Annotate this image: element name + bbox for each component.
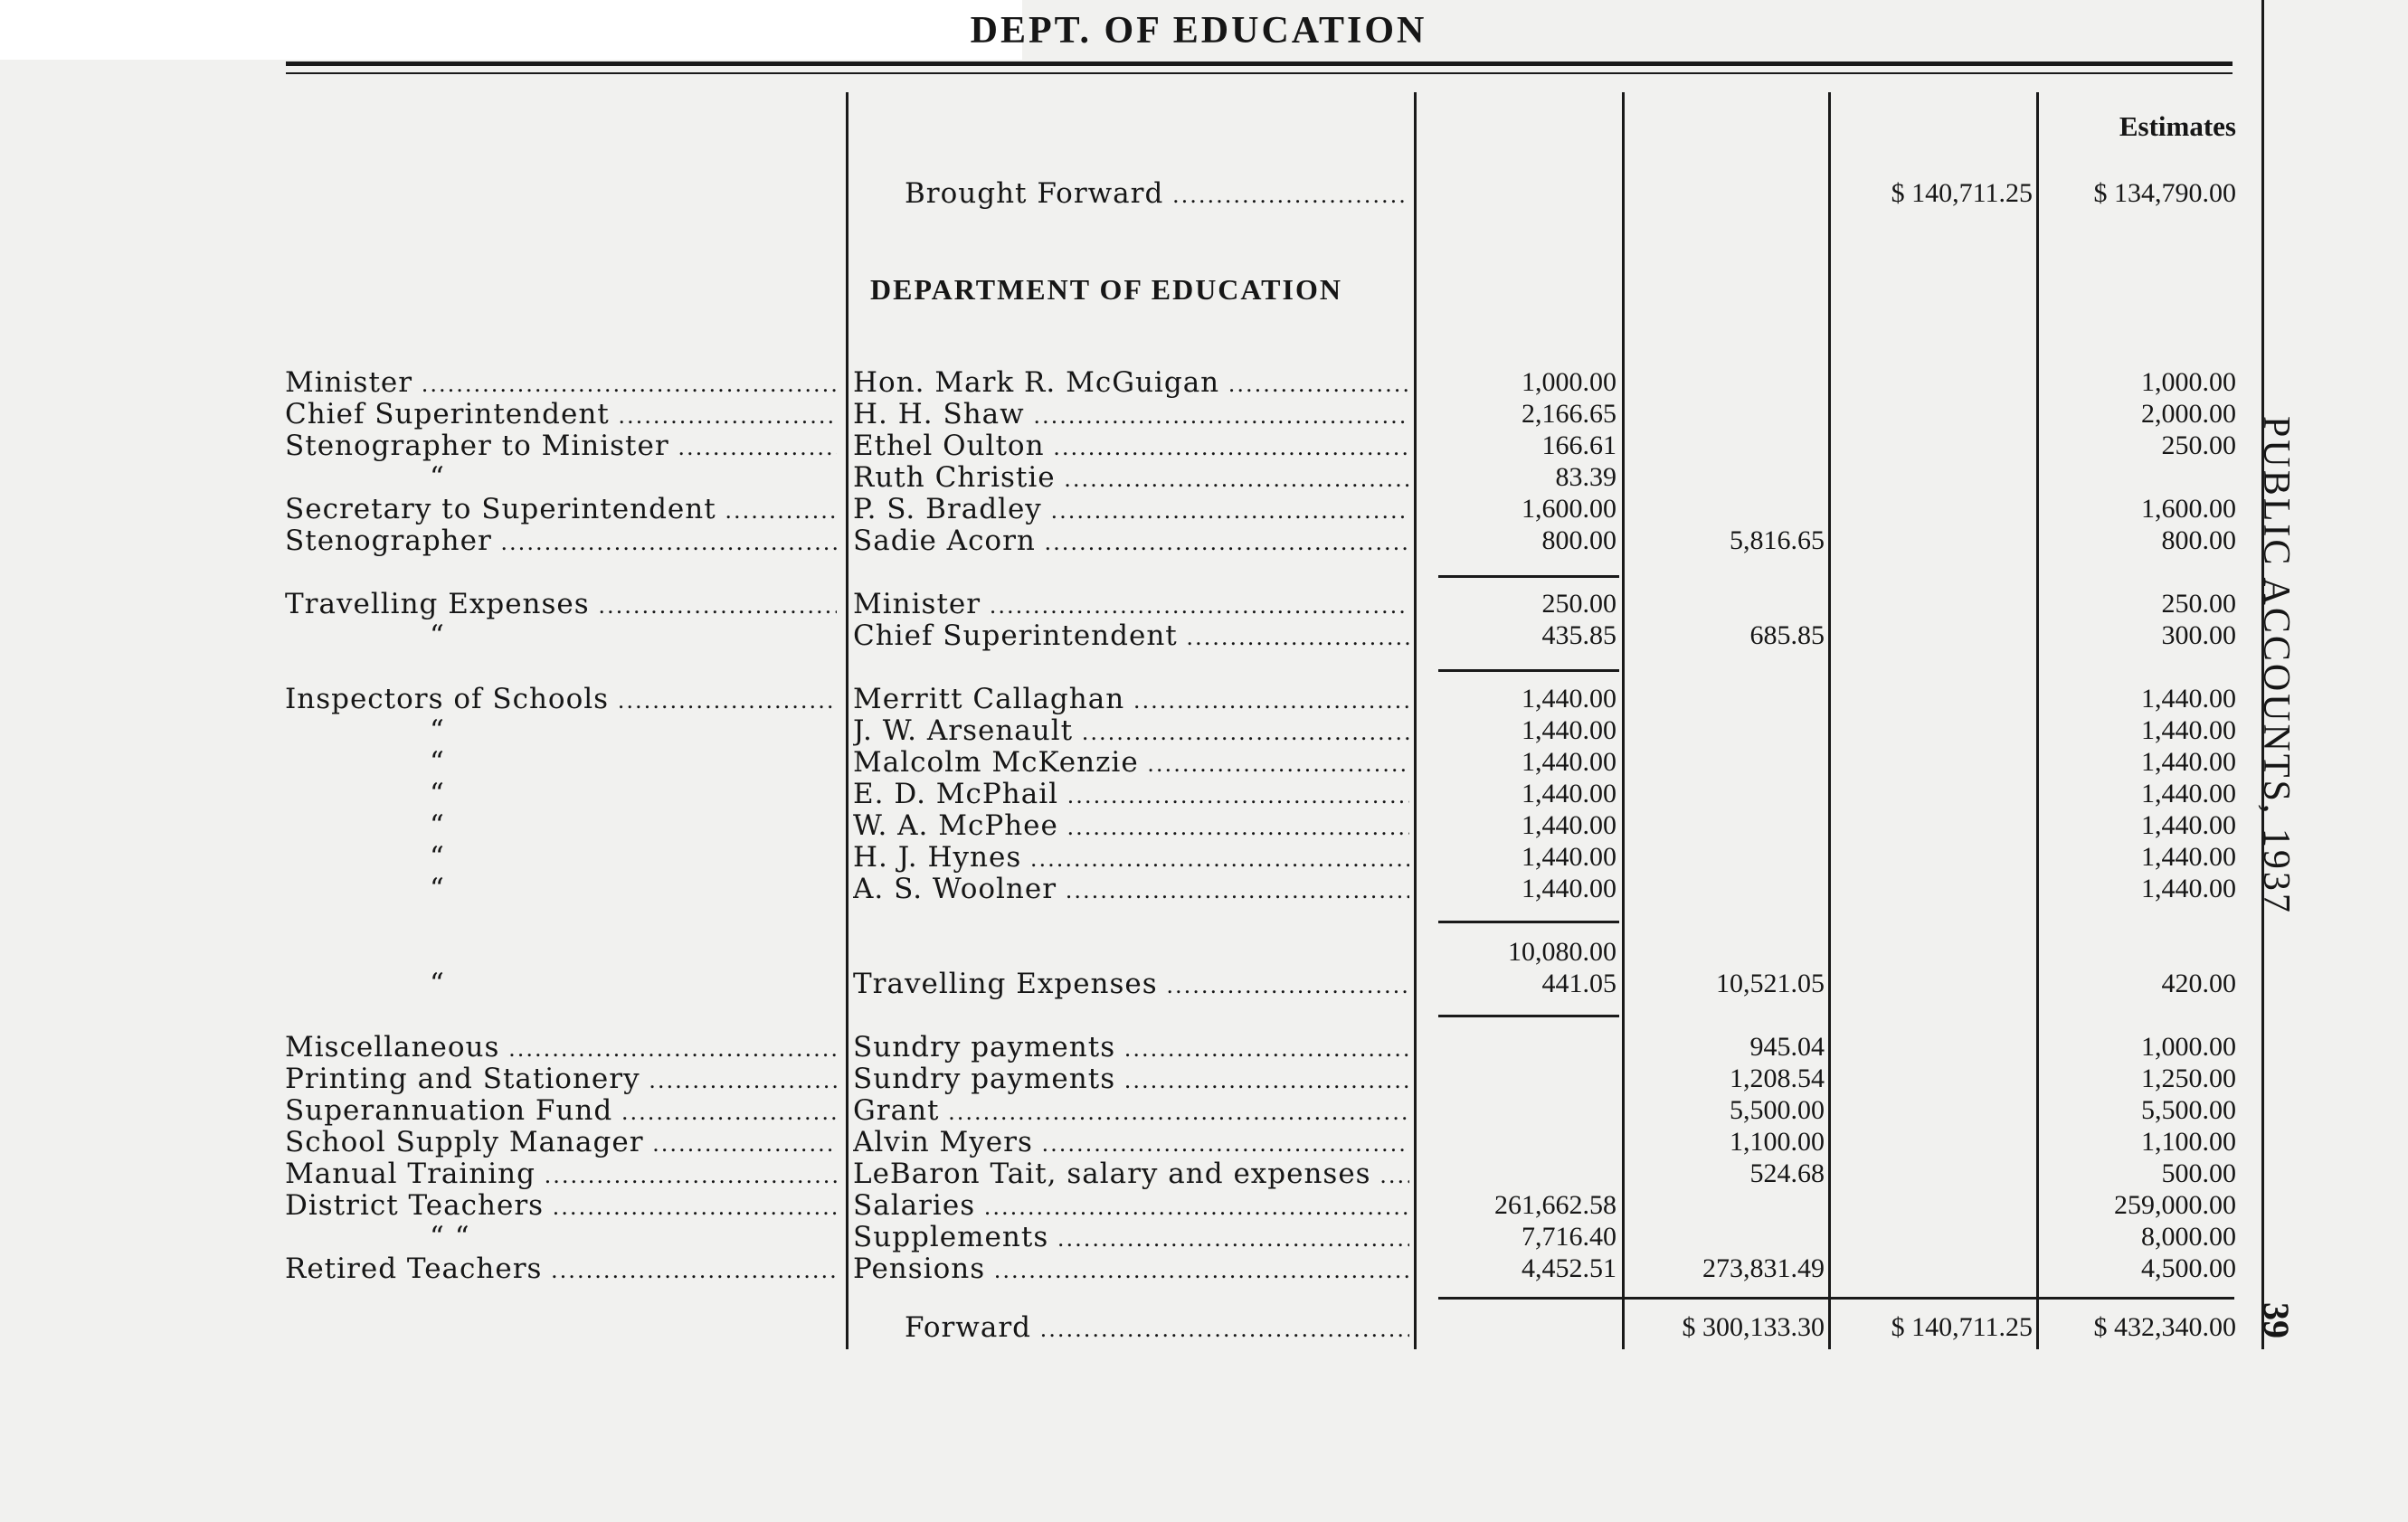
row-payee: Minister ..... (853, 588, 1409, 620)
row-payee: E. D. McPhail ..... (853, 778, 1409, 810)
row-amount-c1: 4,452.51 (1522, 1253, 1616, 1283)
row-amount-c4: 300.00 (2161, 620, 2236, 650)
row-amount-c1: 83.39 (1555, 462, 1616, 492)
row-payee: Travelling Expenses ..... (853, 968, 1409, 1000)
row-payee: Ethel Oulton ..... (853, 430, 1409, 462)
forward-col3: $ 140,711.25 (1891, 1312, 2033, 1342)
row-amount-c4: 1,440.00 (2141, 874, 2236, 903)
row-amount-c1: 1,440.00 (1522, 747, 1616, 777)
page-number: 39 (2256, 1302, 2297, 1338)
row-amount-c4: 1,440.00 (2141, 747, 2236, 777)
row-payee: Merritt Callaghan ..... (853, 683, 1409, 715)
row-amount-c2: 273,831.49 (1702, 1253, 1825, 1283)
row-payee: Ruth Christie ..... (853, 461, 1409, 494)
row-amount-c4: 1,440.00 (2141, 842, 2236, 872)
row-payee: Hon. Mark R. McGuigan ..... (853, 366, 1409, 399)
row-label: “ (430, 778, 445, 810)
row-amount-c4: 5,500.00 (2141, 1095, 2236, 1125)
row-amount-c1: 166.61 (1541, 430, 1616, 460)
row-label: Stenographer ..... (285, 525, 837, 557)
row-label: Miscellaneous ..... (285, 1031, 837, 1064)
row-payee: P. S. Bradley ..... (853, 493, 1409, 525)
row-amount-c1: 1,440.00 (1522, 874, 1616, 903)
column-divider-name-c1 (1414, 92, 1417, 1349)
column-divider-label-name (846, 92, 848, 1349)
header-rule-thick (286, 61, 2233, 66)
row-label: District Teachers ..... (285, 1189, 837, 1222)
row-amount-c2: 524.68 (1749, 1158, 1825, 1188)
subtotal-rule-inspectors (1438, 921, 1619, 923)
row-label: Chief Superintendent ..... (285, 398, 837, 430)
row-amount-c1: 10,080.00 (1508, 937, 1616, 967)
row-amount-c1: 250.00 (1541, 589, 1616, 619)
section-heading: DEPARTMENT OF EDUCATION (870, 273, 1342, 306)
row-amount-c2: 1,208.54 (1730, 1064, 1825, 1093)
row-payee: Alvin Myers ..... (853, 1126, 1409, 1158)
row-amount-c4: 420.00 (2161, 969, 2236, 998)
row-label: Secretary to Superintendent ..... (285, 493, 837, 525)
row-amount-c2: 685.85 (1749, 620, 1825, 650)
row-amount-c1: 2,166.65 (1522, 399, 1616, 429)
row-payee: Chief Superintendent ..... (853, 619, 1409, 652)
row-amount-c4: 1,600.00 (2141, 494, 2236, 524)
header-rule-thin (286, 72, 2233, 74)
row-amount-c1: 800.00 (1541, 525, 1616, 555)
row-amount-c4: 1,440.00 (2141, 810, 2236, 840)
row-payee: Malcolm McKenzie ..... (853, 746, 1409, 779)
row-label: “ (430, 968, 445, 1000)
row-amount-c1: 261,662.58 (1494, 1190, 1616, 1220)
row-label: Minister ..... (285, 366, 837, 399)
row-amount-c4: 250.00 (2161, 430, 2236, 460)
row-label: Inspectors of Schools ..... (285, 683, 837, 715)
row-amount-c1: 1,600.00 (1522, 494, 1616, 524)
row-amount-c1: 441.05 (1541, 969, 1616, 998)
row-payee: W. A. McPhee ..... (853, 809, 1409, 842)
row-label: “ (430, 714, 445, 747)
row-amount-c4: 250.00 (2161, 589, 2236, 619)
subtotal-rule-travel (1438, 669, 1619, 672)
row-amount-c4: 2,000.00 (2141, 399, 2236, 429)
row-payee: Grant ..... (853, 1094, 1409, 1127)
brought-forward-col3: $ 140,711.25 (1891, 178, 2033, 208)
row-amount-c1: 1,440.00 (1522, 715, 1616, 745)
running-title: PUBLIC ACCOUNTS, 1937 (2255, 416, 2297, 915)
row-amount-c1: 1,440.00 (1522, 810, 1616, 840)
page-corner (0, 0, 1022, 60)
row-amount-c1: 1,000.00 (1522, 367, 1616, 397)
row-label: “ (430, 873, 445, 905)
row-payee: J. W. Arsenault ..... (853, 714, 1409, 747)
row-payee: H. J. Hynes ..... (853, 841, 1409, 874)
row-amount-c2: 5,816.65 (1730, 525, 1825, 555)
page-header-title: DEPT. OF EDUCATION (970, 10, 1427, 52)
row-amount-c1: 1,440.00 (1522, 684, 1616, 714)
brought-forward-label: Brought Forward ..... (905, 177, 1409, 210)
row-label: Stenographer to Minister ..... (285, 430, 837, 462)
row-amount-c2: 5,500.00 (1730, 1095, 1825, 1125)
column-divider-c2-c3 (1828, 92, 1831, 1349)
row-amount-c2: 945.04 (1749, 1032, 1825, 1062)
row-amount-c4: 4,500.00 (2141, 1253, 2236, 1283)
row-amount-c4: 1,250.00 (2141, 1064, 2236, 1093)
row-amount-c1: 7,716.40 (1522, 1222, 1616, 1252)
row-label: “ (430, 461, 445, 494)
row-payee: Pensions ..... (853, 1253, 1409, 1285)
row-label: Manual Training ..... (285, 1158, 837, 1190)
row-payee: A. S. Woolner ..... (853, 873, 1409, 905)
row-amount-c4: 1,440.00 (2141, 715, 2236, 745)
row-amount-c2: 1,100.00 (1730, 1127, 1825, 1157)
row-label: “ (430, 841, 445, 874)
row-amount-c4: 1,100.00 (2141, 1127, 2236, 1157)
column-divider-c3-c4 (2036, 92, 2039, 1349)
row-amount-c4: 1,440.00 (2141, 779, 2236, 808)
row-label: Travelling Expenses ..... (285, 588, 837, 620)
forward-col2: $ 300,133.30 (1682, 1312, 1825, 1342)
row-label: “ (430, 619, 445, 652)
row-payee: Sundry payments ..... (853, 1063, 1409, 1095)
row-amount-c1: 1,440.00 (1522, 842, 1616, 872)
row-label: Printing and Stationery ..... (285, 1063, 837, 1095)
row-payee: Sadie Acorn ..... (853, 525, 1409, 557)
row-label: “ “ (430, 1221, 470, 1253)
row-amount-c4: 800.00 (2161, 525, 2236, 555)
row-payee: Sundry payments ..... (853, 1031, 1409, 1064)
total-rule-forward (1438, 1297, 2234, 1300)
row-payee: Supplements ..... (853, 1221, 1409, 1253)
row-amount-c4: 500.00 (2161, 1158, 2236, 1188)
row-amount-c4: 1,440.00 (2141, 684, 2236, 714)
row-amount-c4: 1,000.00 (2141, 367, 2236, 397)
brought-forward-col4: $ 134,790.00 (2093, 178, 2236, 208)
row-label: “ (430, 809, 445, 842)
subtotal-rule-staff (1438, 575, 1619, 578)
row-amount-c1: 1,440.00 (1522, 779, 1616, 808)
forward-label: Forward ..... (905, 1311, 1409, 1344)
row-amount-c4: 8,000.00 (2141, 1222, 2236, 1252)
subtotal-rule-travel-inspectors (1438, 1015, 1619, 1017)
row-payee: LeBaron Tait, salary and expenses ..... (853, 1158, 1409, 1190)
forward-col4: $ 432,340.00 (2093, 1312, 2236, 1342)
row-label: Superannuation Fund ..... (285, 1094, 837, 1127)
row-label: “ (430, 746, 445, 779)
estimates-column-header: Estimates (2119, 110, 2236, 142)
row-payee: Salaries ..... (853, 1189, 1409, 1222)
row-label: School Supply Manager ..... (285, 1126, 837, 1158)
row-amount-c2: 10,521.05 (1716, 969, 1825, 998)
row-label: Retired Teachers ..... (285, 1253, 837, 1285)
row-payee: H. H. Shaw ..... (853, 398, 1409, 430)
row-amount-c4: 259,000.00 (2114, 1190, 2236, 1220)
row-amount-c4: 1,000.00 (2141, 1032, 2236, 1062)
column-divider-c1-c2 (1622, 92, 1625, 1349)
row-amount-c1: 435.85 (1541, 620, 1616, 650)
